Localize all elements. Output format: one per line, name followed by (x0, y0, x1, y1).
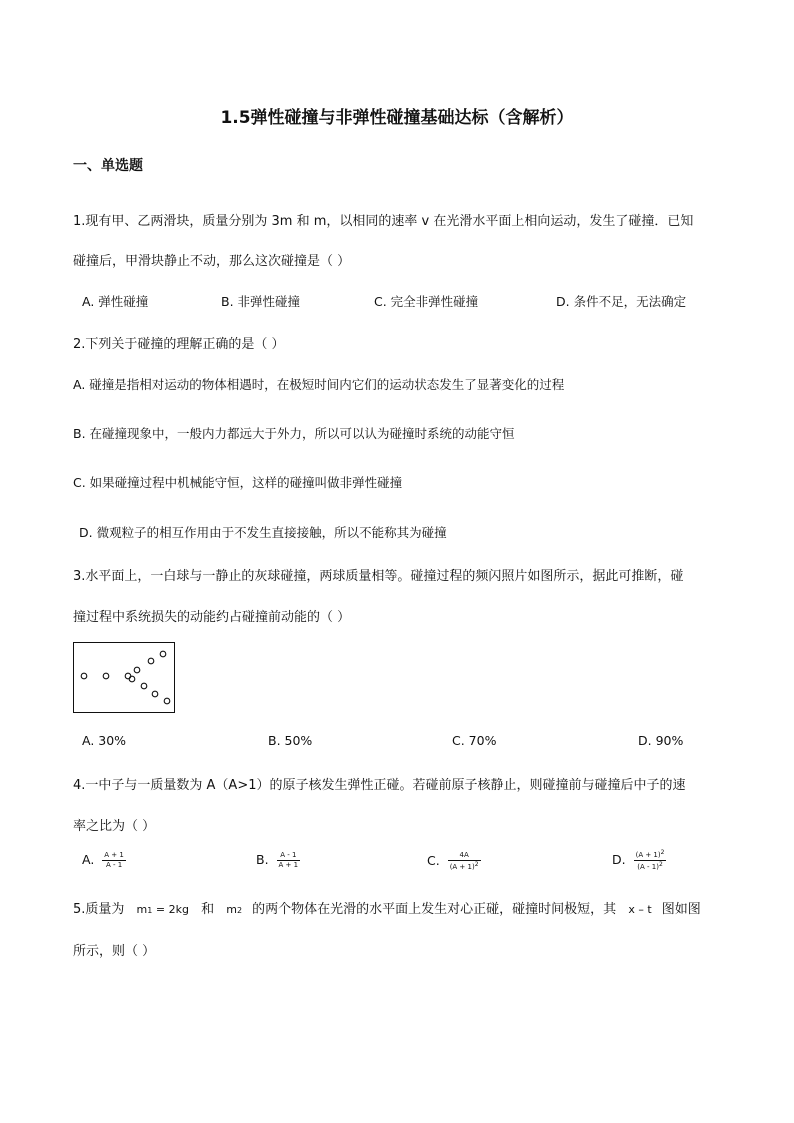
q3-stem-line2: 撞过程中系统损失的动能约占碰撞前动能的（ ） (73, 610, 351, 625)
q5-stem-line1 (73, 898, 701, 917)
q5-mass2-sub: 2 (236, 906, 243, 915)
fraction-denominator: (A + 1) (449, 863, 475, 871)
fraction-numerator: A - 1 (280, 851, 297, 859)
fraction-numerator: 4A (459, 851, 469, 859)
ball-mark (103, 673, 109, 679)
q5-mass1-value: = 2kg (152, 903, 189, 916)
q4-option-c[interactable] (427, 852, 481, 871)
q5-mass1-sub: 1 (147, 906, 153, 915)
q3-option-d[interactable]: D. 90% (638, 733, 684, 748)
q5-mass2 (226, 903, 242, 916)
fraction-exponent: 2 (658, 861, 663, 868)
q5-stem-line2: 所示，则（ ） (73, 944, 156, 959)
q5-text-and: 和 (201, 902, 215, 917)
q5-mass2-var: m (226, 903, 237, 916)
q2-option-b[interactable]: B. 在碰撞现象中，一般内力都远大于外力，所以可以认为碰撞时系统的动能守恒 (73, 426, 515, 441)
ball-mark (134, 667, 140, 673)
q2-option-d[interactable]: D. 微观粒子的相互作用由于不发生直接接触，所以不能称其为碰撞 (79, 525, 447, 540)
q4-option-a-letter: A. (82, 852, 95, 867)
q4-option-d-fraction (634, 850, 667, 871)
ball-mark (164, 698, 170, 704)
q1-stem-line2: 碰撞后，甲滑块静止不动，那么这次碰撞是（ ） (73, 254, 351, 269)
q3-option-a[interactable]: A. 30% (82, 733, 127, 748)
section-heading: 一、单选题 (73, 158, 143, 174)
q3-stem-line1: 3.水平面上，一白球与一静止的灰球碰撞，两球质量相等。碰撞过程的频闪照片如图所示，据此可推断，碰 (73, 569, 684, 584)
q5-text-part3: 图如图 (661, 902, 701, 917)
q3-option-b[interactable]: B. 50% (268, 733, 313, 748)
q4-option-c-letter: C. (427, 853, 440, 868)
q2-stem: 2.下列关于碰撞的理解正确的是（ ） (73, 337, 285, 352)
q4-option-a-fraction (102, 852, 126, 869)
q5-text-part2: 的两个物体在光滑的水平面上发生对心正碰，碰撞时间极短，其 (252, 902, 617, 917)
q2-option-a[interactable]: A. 碰撞是指相对运动的物体相遇时，在极短时间内它们的运动状态发生了显著变化的过程 (73, 377, 565, 392)
fraction-denominator: A + 1 (278, 861, 299, 869)
q4-option-a[interactable] (82, 852, 126, 869)
q4-stem-line1: 4.一中子与一质量数为 A（A>1）的原子核发生弹性正碰。若碰前原子核静止，则碰撞前与碰撞后中子的速 (73, 778, 686, 793)
ball-mark (152, 691, 158, 697)
q1-option-d[interactable]: D. 条件不足，无法确定 (556, 294, 687, 309)
ball-mark (129, 676, 135, 682)
fraction-exponent: 2 (474, 861, 479, 868)
ball-mark (141, 683, 147, 689)
ball-mark (81, 673, 87, 679)
q4-option-d-letter: D. (612, 852, 626, 867)
q5-mass1-var: m (136, 903, 148, 916)
page-title: 1.5弹性碰撞与非弹性碰撞基础达标（含解析） (220, 108, 574, 128)
q4-option-b-letter: B. (256, 852, 269, 867)
q4-option-b-fraction (277, 852, 301, 869)
q3-option-c[interactable]: C. 70% (452, 733, 497, 748)
strobe-photo-figure (73, 642, 175, 713)
ball-mark (160, 651, 166, 657)
fraction-numerator: (A + 1) (635, 851, 661, 859)
q1-option-b[interactable]: B. 非弹性碰撞 (221, 294, 301, 309)
q4-option-d[interactable] (612, 850, 666, 871)
q4-option-b[interactable] (256, 852, 300, 869)
q4-stem-line2: 率之比为（ ） (73, 819, 156, 834)
fraction-numerator: A + 1 (104, 851, 124, 859)
q1-stem-line1: 1.现有甲、乙两滑块，质量分别为 3m 和 m，以相同的速率 v 在光滑水平面上相向运动，发生了碰撞．已知 (73, 214, 694, 229)
q5-mass1 (137, 903, 189, 916)
strobe-photo-svg (74, 643, 174, 712)
q1-option-a[interactable]: A. 弹性碰撞 (82, 294, 149, 309)
q2-option-c[interactable]: C. 如果碰撞过程中机械能守恒，这样的碰撞叫做非弹性碰撞 (73, 475, 403, 490)
q5-text-part1: 5.质量为 (73, 902, 125, 917)
ball-mark (148, 658, 154, 664)
fraction-denominator: (A - 1) (637, 863, 659, 871)
fraction-denominator: A - 1 (105, 861, 123, 869)
fraction-exponent: 2 (660, 849, 665, 856)
q4-option-c-fraction (448, 852, 481, 871)
q5-graph-symbol: x – t (628, 903, 652, 916)
q1-option-c[interactable]: C. 完全非弹性碰撞 (374, 294, 479, 309)
